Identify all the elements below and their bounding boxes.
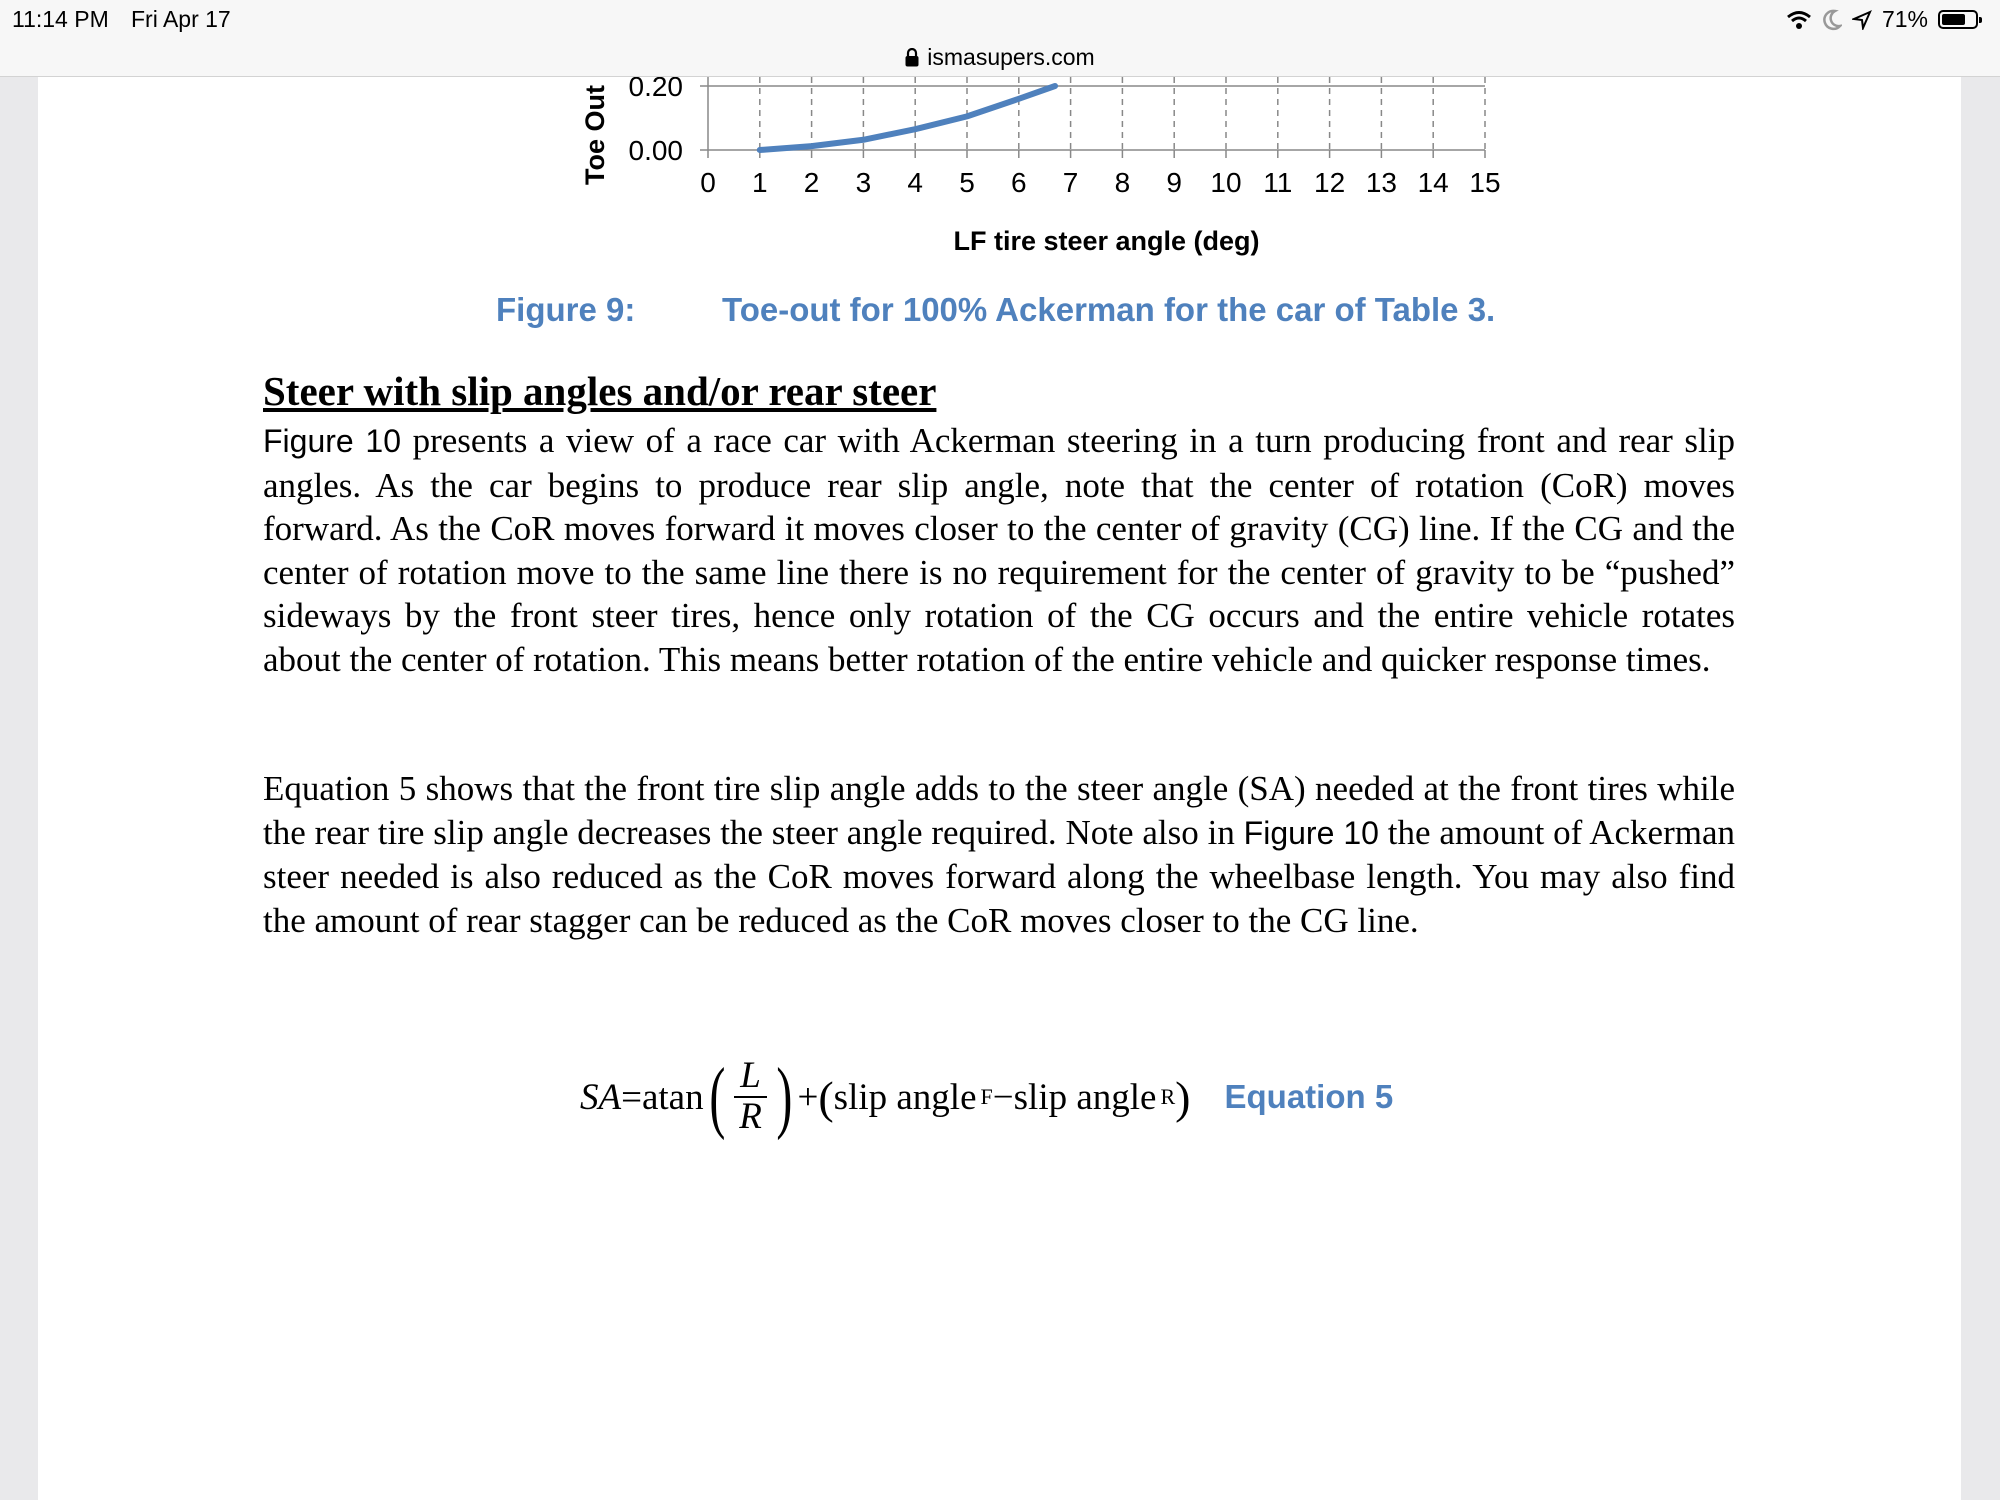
paragraph-1	[263, 419, 1735, 681]
section-heading: Steer with slip angles and/or rear steer	[263, 368, 937, 414]
chart-svg	[38, 77, 1961, 277]
equation-fraction	[734, 1057, 767, 1137]
url-bar[interactable]	[0, 38, 2000, 77]
figure-10-reference[interactable]: Figure 10	[263, 423, 402, 459]
chart-x-tick-label: 9	[1166, 167, 1182, 198]
battery-fill	[1942, 14, 1965, 25]
paragraph-2-text-a: Equation 5 shows that the front tire slip angle adds to the steer angle (SA) needed at the front tires while the rear tire slip angle decreases the steer angle required. Note also in	[263, 769, 1735, 852]
wifi-icon	[1786, 10, 1812, 30]
equation-term-1: slip angle	[833, 1076, 977, 1118]
toe-out-chart	[38, 77, 1961, 277]
chart-x-tick-label: 15	[1469, 167, 1501, 198]
status-time: 11:14 PM	[12, 6, 109, 32]
left-paren-large: (	[708, 1053, 725, 1141]
chart-x-tick-label: 1	[752, 167, 768, 198]
chart-y-tick-label: 0.20	[628, 77, 683, 102]
chart-x-tick-label: 3	[855, 167, 872, 198]
paragraph-1-text: presents a view of a race car with Ackerman steering in a turn producing front and rear slip angles. As the car begins to produce rear slip angle, note that the center of rotation (CoR) moves forward. As the CoR moves forward it moves closer to the center of gravity (CG) line. If the CG and the center of rotation move to the same line there is no requirement for the center of gravity to be “pushed” sideways by the front steer tires, hence only rotation of the CG occurs and the entire vehicle rotates about the center of rotation. This means better rotation of the entire vehicle and quicker response times.	[263, 421, 1735, 679]
chart-x-axis-label: LF tire steer angle (deg)	[953, 226, 1260, 256]
equation-sub-2: R	[1160, 1084, 1176, 1109]
location-arrow-icon	[1852, 10, 1872, 30]
equation-equals: =	[621, 1076, 642, 1118]
chart-x-tick-label: 12	[1314, 167, 1346, 198]
chart-x-tick-label: 11	[1263, 167, 1293, 198]
equation-plus: +	[797, 1076, 819, 1118]
equation-close-paren: )	[1175, 1071, 1191, 1123]
chart-x-tick-label: 13	[1365, 167, 1397, 198]
equation-term-2: slip angle	[1013, 1076, 1157, 1118]
figure-10-reference-2[interactable]: Figure 10	[1243, 814, 1379, 851]
chart-x-tick-label: 10	[1210, 167, 1242, 198]
page-margin-left	[0, 77, 38, 1500]
chart-x-tick-label: 8	[1114, 167, 1131, 198]
url-text[interactable]: ismasupers.com	[927, 43, 1095, 70]
chart-series-line	[760, 86, 1055, 150]
figure-label: Figure 9:	[496, 291, 636, 328]
paragraph-2	[263, 767, 1735, 942]
equation-label: Equation 5	[1224, 1078, 1394, 1115]
status-bar	[0, 0, 2000, 38]
chart-x-tick-label: 5	[959, 167, 975, 198]
status-date: Fri Apr 17	[131, 6, 231, 32]
paragraph-2-text-b: the amount of Ackerman steer needed is also reduced as the CoR moves forward along the wheelbase length. You may also find the amount of rear stagger can be reduced as the CoR moves closer to the CG line.	[263, 812, 1735, 940]
equation-5	[580, 1037, 1393, 1157]
equation-sub-1: F	[980, 1084, 993, 1109]
battery-icon	[1938, 10, 1978, 29]
chart-y-axis-label: Toe Out	[580, 85, 610, 185]
chart-x-tick-label: 2	[803, 167, 820, 198]
chart-y-tick-label: 0.00	[628, 135, 683, 166]
equation-minus: −	[992, 1076, 1014, 1118]
lock-icon	[905, 48, 919, 67]
equation-func: atan	[641, 1076, 704, 1118]
equation-lhs: SA	[580, 1076, 622, 1118]
figure-caption: Toe-out for 100% Ackerman for the car of Table 3.	[722, 291, 1496, 328]
equation-numerator: L	[734, 1057, 767, 1098]
chart-x-tick-label: 14	[1417, 167, 1449, 198]
document-page[interactable]	[38, 77, 1961, 1500]
chart-x-tick-label: 4	[907, 167, 923, 198]
chart-x-tick-label: 0	[700, 167, 716, 198]
status-indicators	[1786, 6, 1978, 33]
chart-x-tick-label: 6	[1011, 167, 1027, 198]
right-paren-large: )	[776, 1053, 793, 1141]
equation-open-paren: (	[818, 1071, 834, 1123]
do-not-disturb-moon-icon	[1822, 9, 1842, 31]
equation-denominator: R	[739, 1096, 762, 1137]
battery-percent: 71%	[1881, 6, 1928, 32]
chart-x-tick-label: 7	[1062, 167, 1079, 198]
